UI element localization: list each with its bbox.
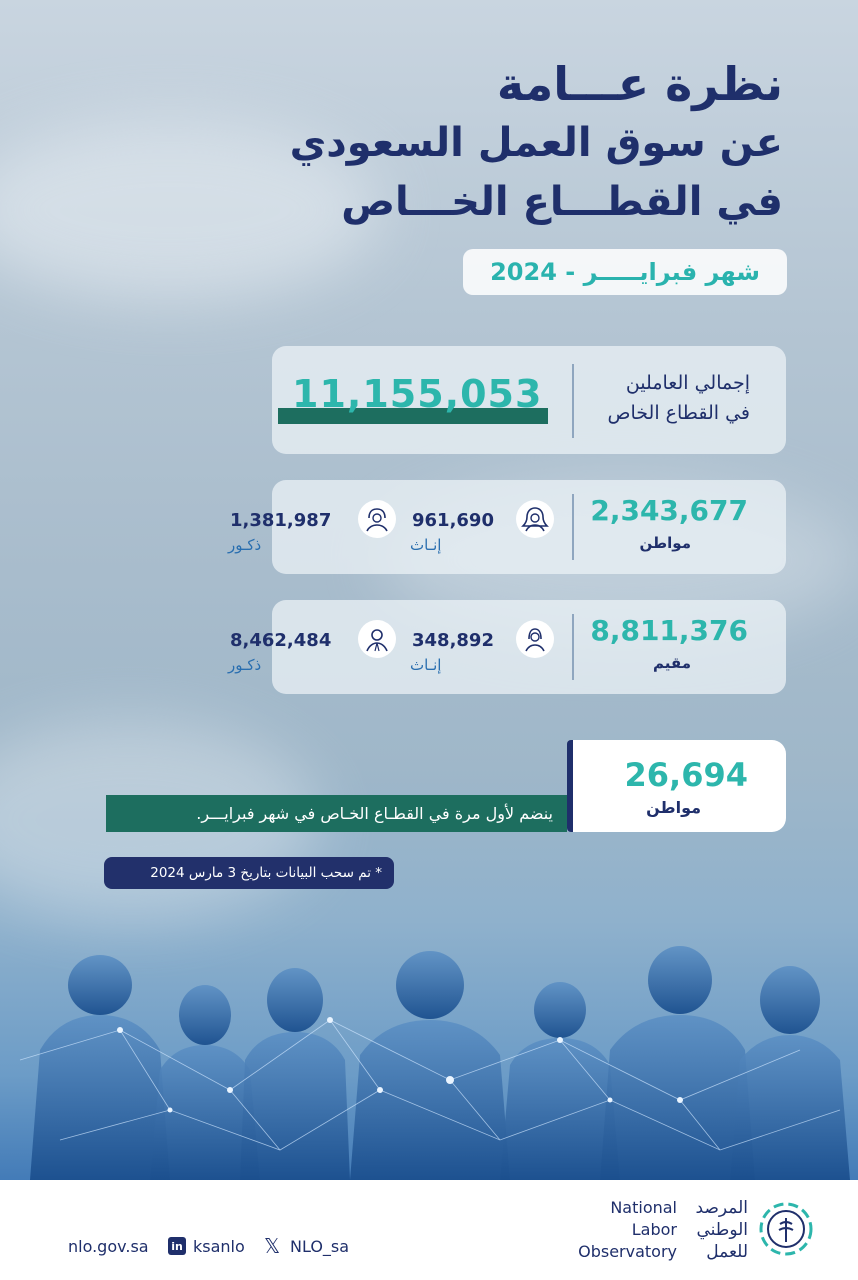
- x-handle[interactable]: NLO_sa: [290, 1237, 350, 1256]
- residents-males-value: 8,462,484: [230, 630, 332, 651]
- footer: [0, 1180, 858, 1280]
- x-icon: 𝕏: [264, 1234, 281, 1258]
- total-label-line-2: في القطاع الخاص: [607, 402, 750, 424]
- citizens-value: 2,343,677: [590, 494, 748, 527]
- logo-en-line-2: Labor: [631, 1220, 677, 1239]
- citizens-males-value: 1,381,987: [230, 510, 332, 531]
- linkedin-handle[interactable]: ksanlo: [193, 1237, 245, 1256]
- data-date-note: * تم سحب البيانات بتاريخ 3 مارس 2024: [104, 857, 394, 889]
- logo-en-line-3: Observatory: [578, 1242, 677, 1261]
- residents-males-label: ذكـور: [228, 656, 262, 674]
- logo-ar-line-3: للعمل: [706, 1242, 748, 1262]
- citizens-females-value: 961,690: [412, 510, 494, 531]
- logo-en-line-1: National: [610, 1198, 677, 1217]
- logo-text-english: [565, 1197, 677, 1263]
- nlo-logo-icon: [755, 1198, 817, 1260]
- divider: [572, 614, 574, 680]
- residents-value: 8,811,376: [590, 614, 748, 647]
- new-joiners-card: [567, 740, 786, 832]
- citizens-females-label: إنـاث: [410, 536, 442, 554]
- residents-card: [228, 600, 786, 694]
- total-label: [608, 368, 750, 428]
- citizens-males-label: ذكـور: [228, 536, 262, 554]
- male-citizen-icon: [358, 500, 396, 538]
- logo-ar-line-1: المرصد: [695, 1198, 748, 1218]
- total-value: 11,155,053: [292, 372, 543, 416]
- divider: [572, 494, 574, 560]
- logo-text-arabic: [682, 1197, 748, 1263]
- female-citizen-icon: [516, 500, 554, 538]
- new-joiners-description: ينضم لأول مرة في القطـاع الخـاص في شهر فبرايـــر.: [106, 795, 567, 832]
- divider: [572, 364, 574, 438]
- residents-females-value: 348,892: [412, 630, 494, 651]
- male-resident-icon: [358, 620, 396, 658]
- title-line-3: في القطـــاع الخـــاص: [341, 179, 783, 225]
- logo-ar-line-2: الوطني: [696, 1220, 748, 1240]
- total-workers-card: [272, 346, 786, 454]
- period-pill: شهر فبرايـــــر - 2024: [463, 249, 787, 295]
- crowd-silhouette-illustration: [0, 940, 858, 1180]
- new-joiners-value: 26,694: [624, 756, 748, 794]
- new-joiners-label: مواطن: [646, 798, 701, 817]
- website-link[interactable]: nlo.gov.sa: [68, 1237, 149, 1256]
- female-resident-icon: [516, 620, 554, 658]
- total-label-line-1: إجمالي العاملين: [625, 372, 750, 394]
- residents-females-label: إنـاث: [410, 656, 442, 674]
- citizens-card: [228, 480, 786, 574]
- linkedin-icon: in: [168, 1237, 186, 1255]
- citizens-label: مواطن: [639, 534, 691, 552]
- residents-label: مقيم: [653, 654, 691, 672]
- title-line-1: نظرة عـــامة: [496, 57, 783, 111]
- title-block: [223, 55, 783, 231]
- title-line-2: عن سوق العمل السعودي: [289, 120, 783, 166]
